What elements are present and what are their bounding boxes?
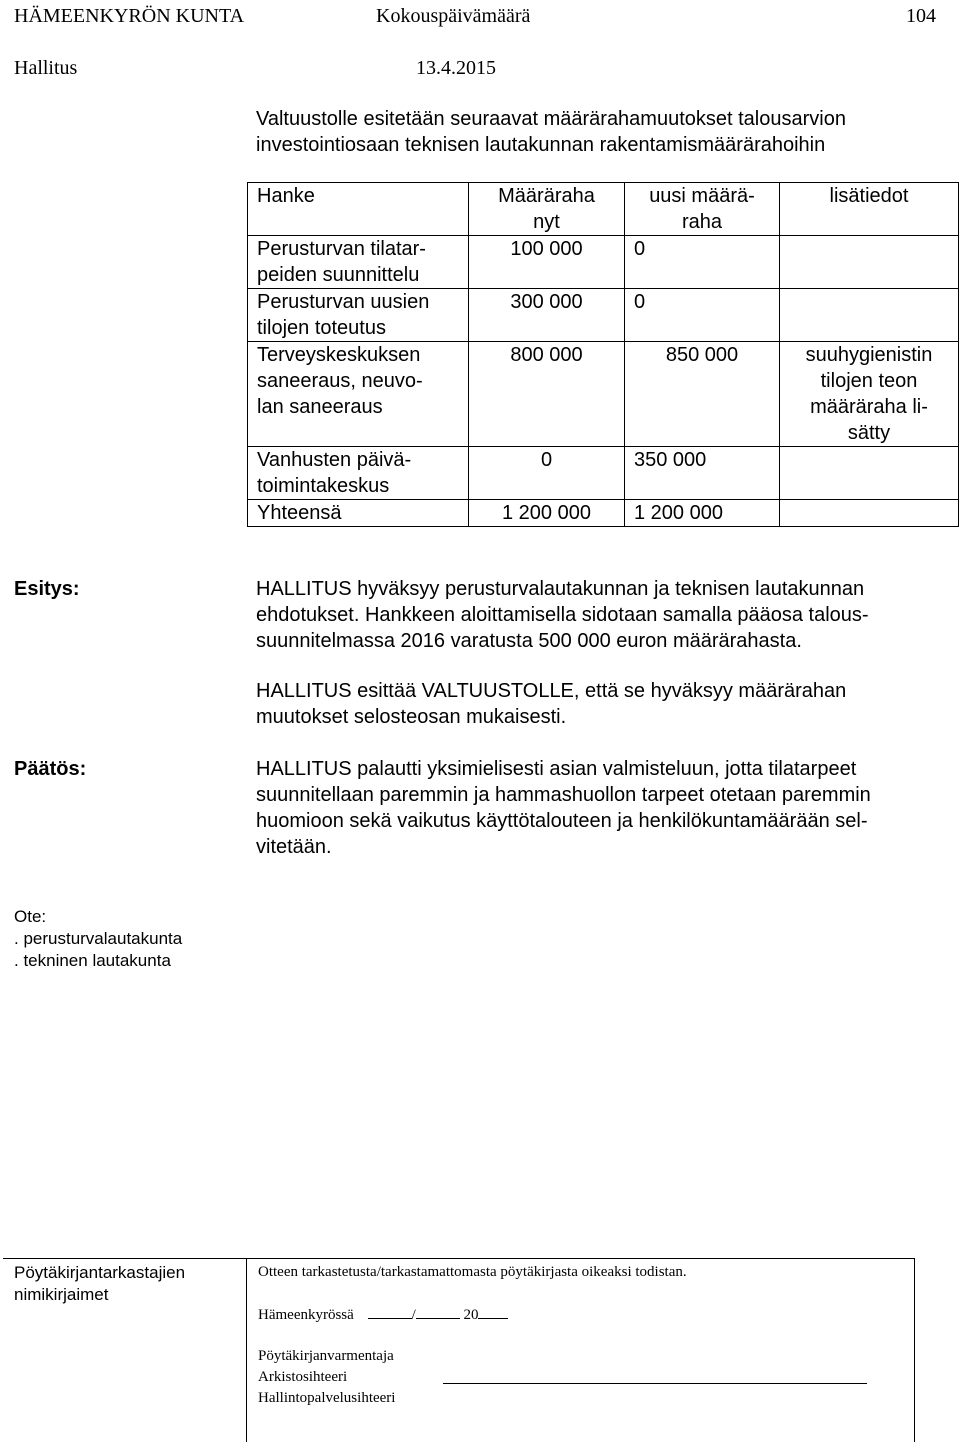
header-hanke: Hanke <box>248 183 469 236</box>
meeting-date: 13.4.2015 <box>416 57 496 79</box>
footer-right-border <box>914 1258 915 1442</box>
table-total-row <box>248 500 959 527</box>
municipality-name: HÄMEENKYRÖN KUNTA <box>14 5 245 27</box>
month-blank <box>416 1304 460 1319</box>
footer-divider <box>246 1258 247 1442</box>
esitys-paragraph-2 <box>256 678 946 730</box>
text-line: HALLITUS hyväksyy perusturvalautakunnan ja teknisen lautakunnan <box>256 578 865 600</box>
text-line: suunnitelmassa 2016 varatusta 500 000 euron määrärahasta. <box>256 630 802 652</box>
table-row <box>248 289 959 342</box>
row-uusi: 0 <box>625 289 780 342</box>
row-lisa: suuhygienistin tilojen teon määräraha li- sätty <box>780 342 959 447</box>
ote-item: . perusturvalautakunta <box>14 929 183 948</box>
row-nyt: 300 000 <box>469 289 625 342</box>
day-blank <box>368 1304 412 1319</box>
footer-roles <box>258 1346 395 1409</box>
total-label: Yhteensä <box>248 500 469 527</box>
budget-table <box>247 182 959 527</box>
text-line: vitetään. <box>256 836 332 858</box>
esitys-paragraph-1 <box>256 576 946 654</box>
row-lisa <box>780 447 959 500</box>
row-hanke: Terveyskeskuksen saneeraus, neuvo- lan saneeraus <box>248 342 469 447</box>
text-line: muutokset selosteosan mukaisesti. <box>256 706 567 728</box>
text-line: huomioon sekä vaikutus käyttötalouteen ja henkilökuntamäärään sel- <box>256 810 868 832</box>
ote-title: Ote: <box>14 907 47 926</box>
meeting-date-label: Kokouspäivämäärä <box>376 5 531 27</box>
total-uusi: 1 200 000 <box>625 500 780 527</box>
table-row <box>248 236 959 289</box>
footer-certify: Otteen tarkastetusta/tarkastamattomasta pöytäkirjasta oikeaksi todistan. <box>258 1264 687 1280</box>
paatos-paragraph <box>256 756 946 860</box>
footer-initials-label <box>14 1262 185 1306</box>
text-line: suunnitellaan paremmin ja hammashuollon tarpeet otetaan paremmin <box>256 784 871 806</box>
role-line: Hallintopalvelusihteeri <box>258 1390 396 1406</box>
table-row <box>248 447 959 500</box>
text-line: HALLITUS palautti yksimielisesti asian valmisteluun, jotta tilatarpeet <box>256 758 857 780</box>
text-line: Pöytäkirjantarkastajien <box>14 1263 186 1282</box>
header-maararaha-nyt: Määräraha nyt <box>469 183 625 236</box>
footer-place-date <box>258 1304 508 1326</box>
table-header-row <box>248 183 959 236</box>
row-nyt: 0 <box>469 447 625 500</box>
row-uusi: 0 <box>625 236 780 289</box>
ote-item: . tekninen lautakunta <box>14 951 171 970</box>
row-hanke: Perusturvan tilatar- peiden suunnittelu <box>248 236 469 289</box>
row-nyt: 100 000 <box>469 236 625 289</box>
text-line: nimikirjaimet <box>14 1285 109 1304</box>
row-lisa <box>780 289 959 342</box>
row-nyt: 800 000 <box>469 342 625 447</box>
year-blank <box>478 1304 508 1319</box>
intro-text: Valtuustolle esitetään seuraavat määrärahamuutokset talousarvion investointiosaan teknisen lautakunnan rakentamismäärärahoihin <box>256 108 846 156</box>
page-number: 104 <box>906 5 936 27</box>
signature-line <box>443 1383 867 1384</box>
text-line: ehdotukset. Hankkeen aloittamisella sidotaan samalla pääosa talous- <box>256 604 869 626</box>
total-lisa <box>780 500 959 527</box>
year-prefix: 20 <box>463 1307 479 1323</box>
row-uusi: 850 000 <box>625 342 780 447</box>
role-line: Pöytäkirjanvarmentaja <box>258 1348 394 1364</box>
row-hanke: Perusturvan uusien tilojen toteutus <box>248 289 469 342</box>
role-line: Arkistosihteeri <box>258 1369 348 1385</box>
place-name: Hämeenkyrössä <box>258 1307 354 1323</box>
ote-section <box>14 906 182 972</box>
row-lisa <box>780 236 959 289</box>
row-hanke: Vanhusten päivä- toimintakeskus <box>248 447 469 500</box>
paatos-label: Päätös: <box>14 758 87 780</box>
date-slash: / <box>411 1307 416 1323</box>
body-name: Hallitus <box>14 57 78 79</box>
total-nyt: 1 200 000 <box>469 500 625 527</box>
header-uusi-maararaha: uusi määrä- raha <box>625 183 780 236</box>
header-lisatiedot: lisätiedot <box>780 183 959 236</box>
text-line: HALLITUS esittää VALTUUSTOLLE, että se hyväksyy määrärahan <box>256 680 847 702</box>
table-row <box>248 342 959 447</box>
esitys-label: Esitys: <box>14 578 80 600</box>
row-uusi: 350 000 <box>625 447 780 500</box>
